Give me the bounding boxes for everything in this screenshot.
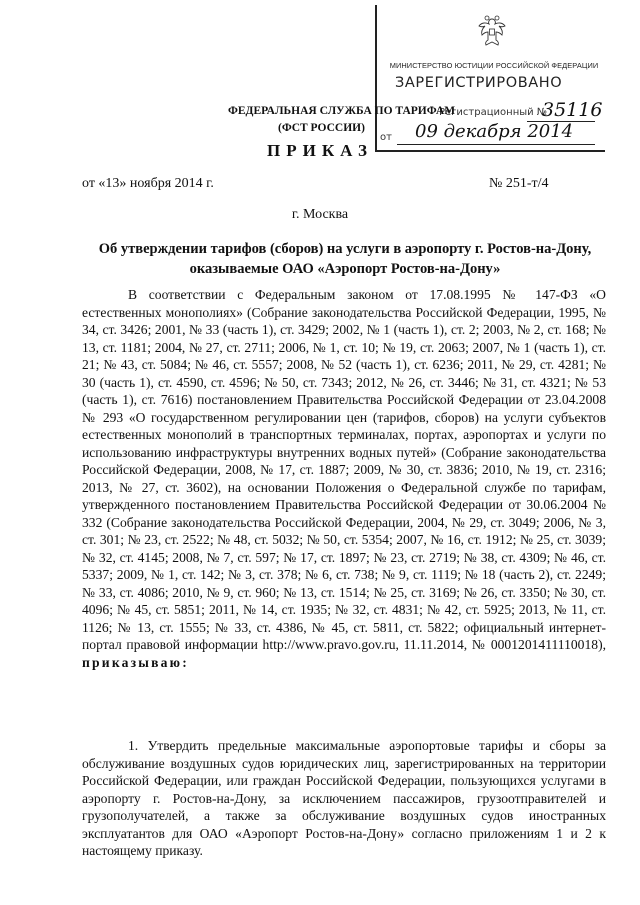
document-type: ПРИКАЗ (267, 141, 373, 160)
stamp-regnum-value: 35116 (542, 99, 603, 121)
decree-keyword: приказываю: (82, 654, 189, 670)
order-title: Об утверждении тарифов (сборов) на услуги в аэропорту г. Ростов-на-Дону, оказываемые ОАО «Аэропорт Ростов-на-Дону» (98, 241, 592, 277)
order-date: от «13» ноября 2014 г. (82, 176, 214, 191)
stamp-date-label: от (380, 132, 392, 143)
agency-short-name: (ФСТ РОССИИ) (278, 122, 365, 134)
order-city: г. Москва (291, 207, 349, 222)
stamp-registered-label: ЗАРЕГИСТРИРОВАНО (395, 75, 563, 91)
agency-name: ФЕДЕРАЛЬНАЯ СЛУЖБА ПО ТАРИФАМ (228, 105, 456, 117)
preamble-paragraph (82, 286, 606, 671)
stamp-date-value: 09 декабря 2014 (415, 121, 574, 142)
stamp-ministry-name: МИНИСТЕРСТВО ЮСТИЦИИ РОССИЙСКОЙ ФЕДЕРАЦИИ (389, 61, 599, 70)
order-number: № 251-т/4 (489, 176, 549, 191)
registration-stamp (375, 5, 605, 152)
stamp-regnum-label: Регистрационный № (439, 107, 548, 118)
double-headed-eagle-icon (474, 13, 510, 49)
clause-1-paragraph: 1. Утвердить предельные максимальные аэропортовые тарифы и сборы за обслуживание воздушных судов юридических лиц, зарегистрированных на территории Российской Федерации, или граждан Российской Федерации, пользующихся услугами в аэропорту г. Ростов-на-Дону, за исключением пассажиров, грузоотправителей и грузополучателей, а также за обслуживание воздушных судов иностранных эксплуатантов для ОАО «Аэропорт Ростов-на-Дону» согласно приложениям 1 и 2 к настоящему приказу. (82, 738, 606, 858)
preamble-text: В соответствии с Федеральным законом от 17.08.1995 № 147-ФЗ «О естественных монополиях» (Собрание законодательства Российской Федерации, 1995, № 34, ст. 3426; 2001, № 33 (часть 1), ст. 3429; 2002, № 1 (часть 1), ст. 2; 2003, № 2, ст. 168; № 13, ст. 1181; 2004, № 27, ст. 2711; 2006, № 1, ст. 10; № 19, ст. 2063; 2007, № 1 (часть 1), ст. 21; № 43, ст. 5084; № 46, ст. 5557; 2008, № 52 (часть 1), ст. 6236; 2011, № 29, ст. 4281; № 30 (часть 1), ст. 4590, ст. 4596; № 50, ст. 7343; 2012, № 26, ст. 3446; № 31, ст. 4321; № 53 (часть 1), ст. 7616) постановлением Правительства Российской Федерации от 23.04.2008 № 293 «О государственном регулировании цен (тарифов, сборов) на услуги субъектов естественных монополий в транспортных терминалах, портах, аэропортах и услуги по использованию инфраструктуры внутренних водных путей» (Собрание законодательства Российской Федерации, 2008, № 17, ст. 1887; 2009, № 30, ст. 3836; 2010, № 19, ст. 2316; 2013, № 27, ст. 3602), на основании Положения о Федеральной службе по тарифам, утвержденного постановлением Правительства Российской Федерации от 30.06.2004 № 332 (Собрание законодательства Российской Федерации, 2004, № 29, ст. 3049; 2006, № 3, ст. 301; № 23, ст. 2522; № 48, ст. 5032; № 50, ст. 5354; 2007, № 16, ст. 1912; № 25, ст. 3039; № 32, ст. 4145; 2008, № 7, ст. 597; № 17, ст. 1897; № 23, ст. 2719; № 38, ст. 4309; № 46, ст. 5337; 2009, № 1, ст. 142; № 3, ст. 378; № 6, ст. 738; № 9, ст. 1119; № 18 (часть 2), ст. 2249; № 33, ст. 4086; 2010, № 9, ст. 960; № 13, ст. 1514; № 25, ст. 3169; № 26, ст. 3350; № 30, ст. 4096; № 45, ст. 5851; 2011, № 14, ст. 1935; № 32, ст. 4831; № 42, ст. 5925; 2013, № 11, ст. 1126; № 13, ст. 1555; № 33, ст. 4386, № 45, ст. 5811, ст. 5822; официальный интернет-портал правовой информации http://www.pravo.gov.ru, 11.11.2014, № 0001201411110018), (82, 287, 606, 652)
